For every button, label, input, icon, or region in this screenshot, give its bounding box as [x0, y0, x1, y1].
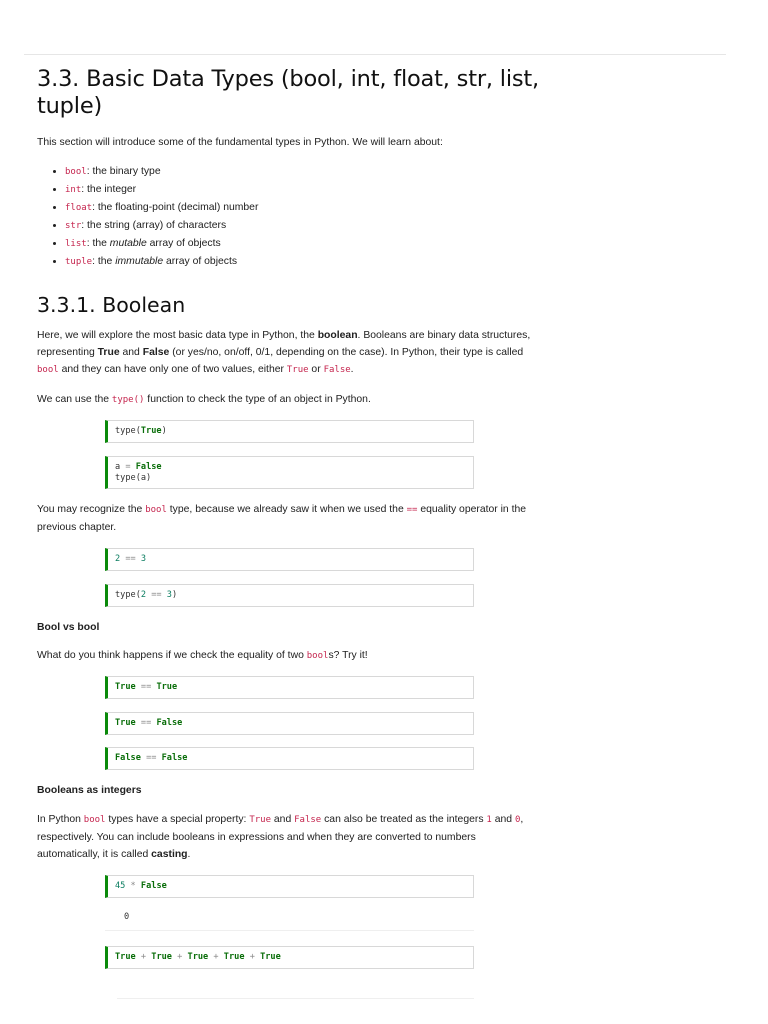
code-cell[interactable]: 2 == 3 — [105, 548, 474, 571]
code-cell[interactable]: type(True) — [105, 420, 474, 443]
code-cell[interactable]: True == True — [105, 676, 474, 699]
intro-paragraph: This section will introduce some of the fundamental types in Python. We will learn about: — [37, 137, 443, 148]
list-item: • tuple: the immutable array of objects — [65, 253, 258, 271]
output-divider — [117, 998, 474, 999]
casting-paragraph: In Python bool types have a special property: True and False can also be treated as the integers 1 and 0, respectively. You can include booleans in expressions and when they are converted to numbers automatically, it is called casting. — [37, 814, 524, 861]
header-divider — [24, 54, 726, 55]
label-booleans-as-integers: Booleans as integers — [37, 785, 142, 796]
types-list — [37, 163, 258, 271]
list-item: • int: the integer — [65, 181, 258, 199]
list-item: • list: the mutable array of objects — [65, 235, 258, 253]
code-cell[interactable]: True + True + True + True + True — [105, 946, 474, 969]
code-cell[interactable]: False == False — [105, 747, 474, 770]
equality-paragraph: What do you think happens if we check the equality of two bools? Try it! — [37, 650, 368, 661]
type-function-paragraph: We can use the type() function to check the type of an object in Python. — [37, 394, 371, 405]
section-heading-boolean: 3.3.1. Boolean — [37, 293, 186, 317]
list-item: • str: the string (array) of characters — [65, 217, 258, 235]
label-bool-vs-bool: Bool vs bool — [37, 622, 100, 633]
code-output: 0 — [105, 906, 474, 931]
code-cell[interactable]: type(2 == 3) — [105, 584, 474, 607]
recognize-paragraph: You may recognize the bool type, because we already saw it when we used the == equality operator in the previous chapter. — [37, 504, 527, 534]
code-cell[interactable]: a = False type(a) — [105, 456, 474, 489]
list-item: • float: the floating-point (decimal) number — [65, 199, 258, 217]
page-title: 3.3. Basic Data Types (bool, int, float, str, list, tuple) — [37, 66, 539, 119]
code-cell[interactable]: True == False — [105, 712, 474, 735]
code-cell[interactable]: 45 * False — [105, 875, 474, 898]
list-item: • bool: the binary type — [65, 163, 258, 181]
boolean-paragraph: Here, we will explore the most basic data type in Python, the boolean. Booleans are binary data structures, representing True and False (or yes/no, on/off, 0/1, depending on the case). In Python, their type is called bool and they can have only one of two values, either True or False. — [37, 330, 531, 376]
